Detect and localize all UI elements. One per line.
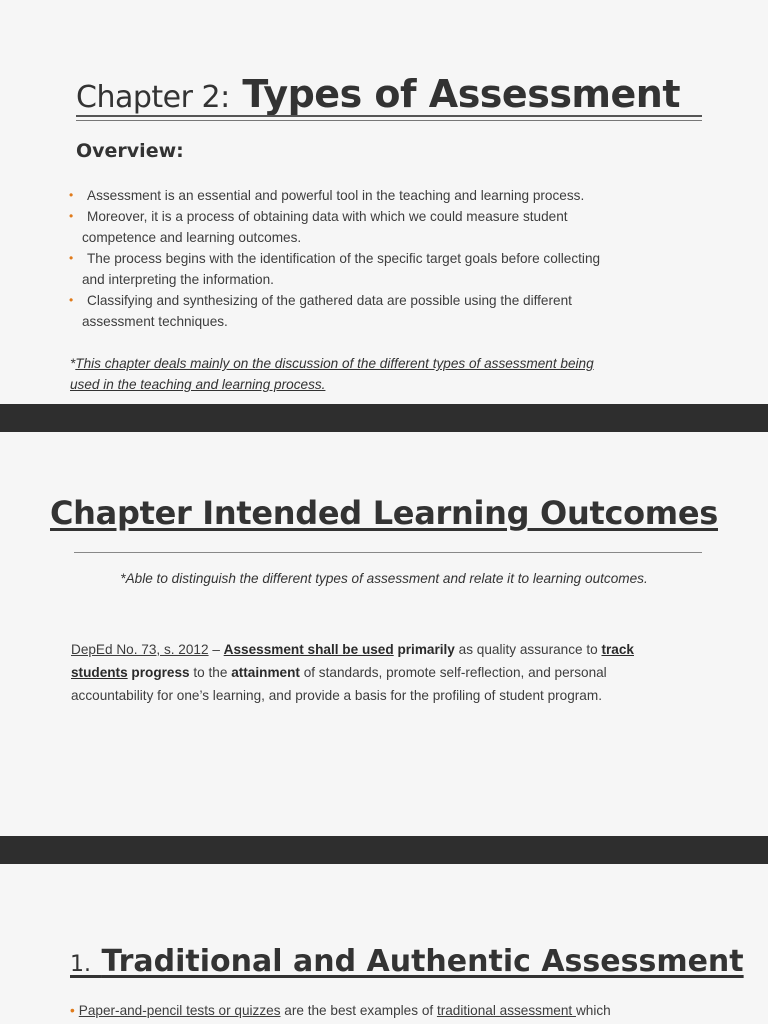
dash-text: – <box>208 642 224 657</box>
emphasis-text: students <box>71 665 128 680</box>
overview-heading: Overview: <box>76 140 184 162</box>
section-title: Traditional and Authentic Assessment <box>101 944 744 979</box>
chapter-note <box>70 353 710 395</box>
body-text: to the <box>189 665 232 680</box>
chapter-title: Types of Assessment <box>242 72 681 116</box>
emphasis-text: primarily <box>393 642 455 657</box>
list-item <box>69 185 719 206</box>
list-item <box>69 290 719 332</box>
note-line-1: This chapter deals mainly on the discussion of the different types of assessment being <box>75 356 594 371</box>
bullet-dot-icon: • <box>70 1003 75 1018</box>
title-rule <box>76 115 702 117</box>
emphasis-text: attainment <box>231 665 300 680</box>
slide-learning-outcomes <box>0 432 768 836</box>
emphasis-text: Assessment shall be used <box>223 642 394 657</box>
bullet-dot-icon: • <box>69 188 74 202</box>
bullet-text: Classifying and synthesizing of the gathered data are possible using the different <box>87 293 572 308</box>
bullet-dot-icon: • <box>69 209 74 223</box>
section-number: 1. <box>70 952 91 977</box>
chapter-number: Chapter 2: <box>76 80 230 115</box>
bullet-text: Assessment is an essential and powerful tool in the teaching and learning process. <box>87 188 585 203</box>
emphasis-text: progress <box>127 665 190 680</box>
body-text: of standards, promote self-reflection, and personal <box>299 665 607 680</box>
note-line-2: used in the teaching and learning process. <box>70 377 326 392</box>
bullet-text-continued: competence and learning outcomes. <box>82 230 302 245</box>
emphasis-text: track <box>601 642 634 657</box>
deped-order-paragraph <box>71 638 701 707</box>
bullet-dot-icon: • <box>69 293 74 307</box>
bullet-text-continued: and interpreting the information. <box>82 272 274 287</box>
title-rule <box>74 552 702 553</box>
bullet-text: The process begins with the identification of the specific target goals before collecting <box>87 251 601 266</box>
slide-title <box>70 944 744 979</box>
learning-objective: *Able to distinguish the different types of assessment and relate it to learning outcomes. <box>120 571 648 586</box>
slide-title <box>76 72 680 116</box>
note-prefix: * <box>70 356 76 371</box>
overview-bullet-list <box>69 185 719 332</box>
bullet-text-continued: assessment techniques. <box>82 314 228 329</box>
list-item <box>69 248 719 290</box>
slide-divider <box>0 836 768 864</box>
body-text: which <box>575 1003 611 1018</box>
slide-divider <box>0 404 768 432</box>
slide-title: Chapter Intended Learning Outcomes <box>50 494 718 532</box>
emphasis-text: Paper-and-pencil tests or quizzes <box>78 1003 281 1018</box>
emphasis-text: traditional assessment <box>436 1003 576 1018</box>
body-text: are the best examples of <box>280 1003 437 1018</box>
list-item <box>69 206 719 248</box>
list-item <box>70 1003 730 1018</box>
title-rule-thin <box>76 120 702 121</box>
bullet-dot-icon: • <box>69 251 74 265</box>
body-text: as quality assurance to <box>454 642 602 657</box>
bullet-text: Moreover, it is a process of obtaining data with which we could measure student <box>87 209 568 224</box>
body-text: accountability for one’s learning, and provide a basis for the profiling of student program. <box>71 688 602 703</box>
slide-types-of-assessment <box>0 0 768 404</box>
deped-reference: DepEd No. 73, s. 2012 <box>71 642 209 657</box>
slide-traditional-authentic <box>0 864 768 1024</box>
